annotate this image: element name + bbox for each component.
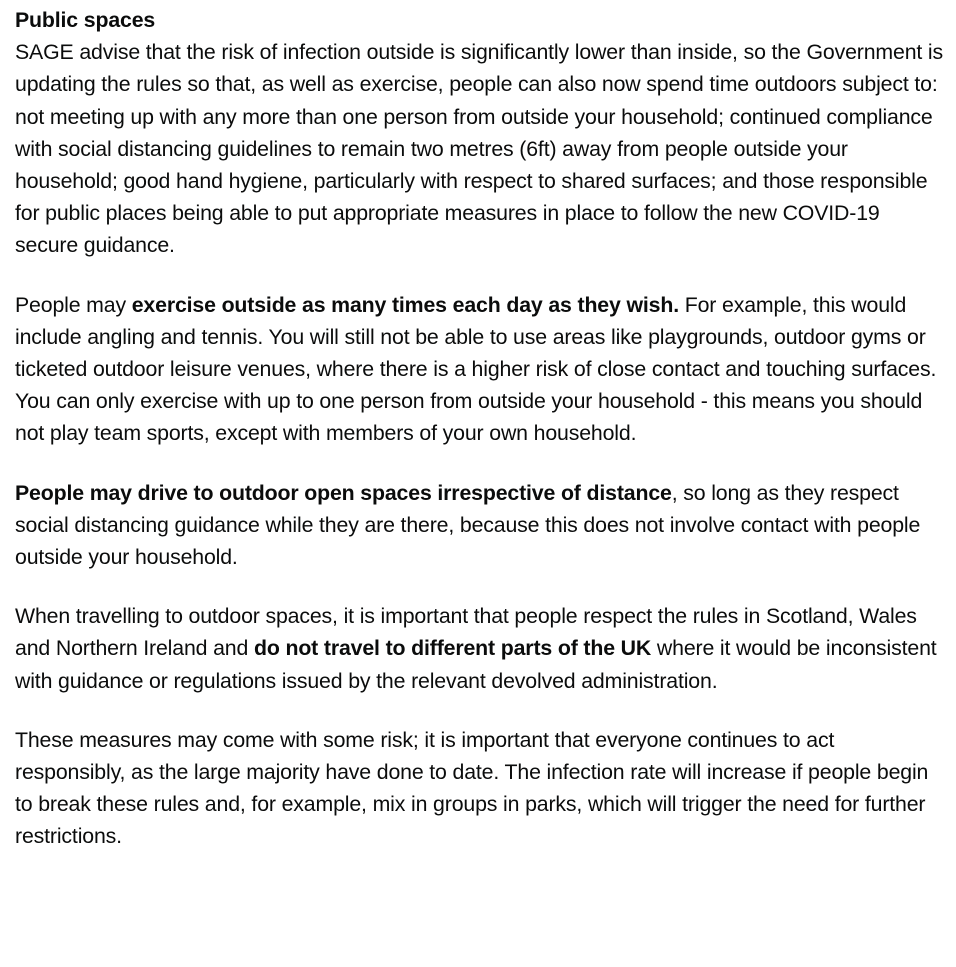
- paragraph-travel-emphasis: do not travel to different parts of the UK: [253, 636, 652, 661]
- paragraph-sage-advice: SAGE advise that the risk of infection outside is significantly lower than inside, so the Government is updating the rules so that, as well as exercise, people can also now spend time outdoors subject to: not meeting up with any more than one person from outside your household; continued compliance with social distancing guidelines to remain two metres (6ft) away from people outside your household; good hand hygiene, particularly with respect to shared surfaces; and those responsible for public places being able to put appropriate measures in place to follow the new COVID-19 secure guidance.: [15, 40, 943, 258]
- paragraph-travel: [15, 600, 945, 697]
- paragraph-exercise-lead: People may: [15, 292, 132, 317]
- paragraph-exercise: [15, 289, 945, 450]
- article-body: [15, 4, 945, 880]
- paragraph-travel-lead: When travelling to outdoor spaces, it is important that people respect the rules in Scotland, Wales and Northern Ireland and: [15, 604, 917, 661]
- paragraph-driving: [15, 477, 945, 574]
- paragraph-exercise-emphasis: exercise outside as many times each day as they wish.: [131, 292, 679, 317]
- paragraph-driving-emphasis: People may drive to outdoor open spaces irrespective of distance: [15, 480, 672, 505]
- paragraph-travel-rest: where it would be inconsistent with guidance or regulations issued by the relevant devolved administration.: [15, 636, 937, 693]
- paragraph-driving-rest: , so long as they respect social distancing guidance while they are there, because this does not involve contact with people outside your household.: [15, 480, 921, 570]
- paragraph-exercise-rest: For example, this would include angling and tennis. You will still not be able to use areas like playgrounds, outdoor gyms or ticketed outdoor leisure venues, where there is a higher risk of close contact and touching surfaces. You can only exercise with up to one person from outside your household - this means you should not play team sports, except with members of your own household.: [15, 292, 937, 446]
- section-heading: Public spaces: [15, 8, 156, 32]
- paragraph-risk: These measures may come with some risk; it is important that everyone continues to act responsibly, as the large majority have done to date. The infection rate will increase if people begin to break these rules and, for example, mix in groups in parks, which will trigger the need for further restrictions.: [15, 727, 929, 849]
